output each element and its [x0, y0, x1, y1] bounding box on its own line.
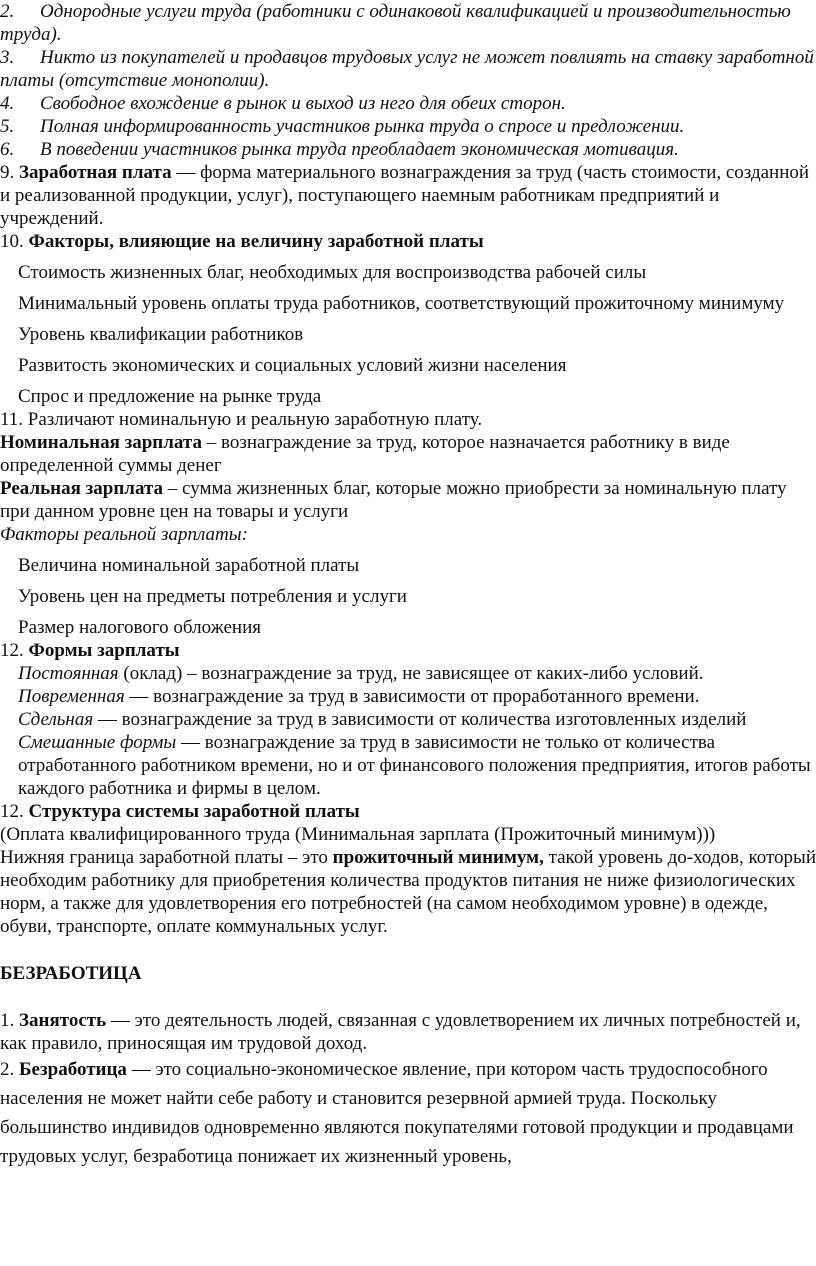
list-item: Уровень цен на предметы потребления и услуги [18, 586, 407, 607]
forms-heading: 12. Формы зарплаты [0, 640, 180, 661]
list-item: Минимальный уровень оплаты труда работников, соответствующий прожиточному минимуму [18, 293, 785, 314]
list-item: Развитость экономических и социальных условий жизни населения [18, 355, 567, 376]
nominal-wage: Номинальная зарплата – вознаграждение за труд, которое назначается работнику в виде определенной суммы денег [0, 432, 730, 476]
list-item: 5. Полная информированность участников рынка труда о спросе и предложении. [0, 116, 685, 137]
term: Заработная плата [19, 162, 172, 183]
factors-heading: 10. Факторы, влияющие на величину заработной платы [0, 231, 484, 252]
structure-heading: 12. Структура системы заработной платы [0, 801, 360, 822]
list-item: Уровень квалификации работников [18, 324, 304, 345]
list-item: 2. Однородные услуги труда (работники с одинаковой квалификацией и производительностью труда). [0, 1, 791, 45]
list-item: Величина номинальной заработной платы [18, 555, 360, 576]
wage-definition: 9. Заработная плата — форма материального вознаграждения за труд (часть стоимости, созданной и реализованной продукции, услуг), поступающего наемным работникам предприятий и учреждений. [0, 162, 810, 229]
list-item: Стоимость жизненных благ, необходимых для воспроизводства рабочей силы [18, 262, 647, 283]
list-item: Сдельная — вознаграждение за труд в зависимости от количества изготовленных изделий [18, 709, 747, 730]
list-item: Размер налогового обложения [18, 617, 262, 638]
structure-line: (Оплата квалифицированного труда (Минимальная зарплата (Прожиточный минимум))) [0, 824, 716, 845]
real-factors-title: Факторы реальной зарплаты: [0, 524, 248, 545]
section-title: БЕЗРАБОТИЦА [0, 963, 142, 984]
lower-bound: Нижняя граница заработной платы – это прожиточный минимум, такой уровень до-ходов, который необходим работнику для приобретения количества продуктов питания не ниже физиологических норм, а также для удовлетворения его потребностей (на самом необходимом уровне) в одежде, обуви, транспорте, оплате коммунальных услуг. [0, 847, 816, 937]
list-item: Смешанные формы — вознаграждение за труд в зависимости не только от количества отработанного работником времени, но и от финансового положения предприятия, итогов работы каждого работника и фирмы в целом. [18, 732, 811, 799]
factors-list [0, 261, 816, 408]
list-top [0, 0, 816, 161]
real-wage: Реальная зарплата – сумма жизненных благ, которые можно приобрести за номинальную плату при данном уровне цен на товары и услуги [0, 478, 787, 522]
paragraph-11: 11. Различают номинальную и реальную заработную плату. [0, 409, 483, 430]
list-item: 6. В поведении участников рынка труда преобладает экономическая мотивация. [0, 139, 679, 160]
unemployment-definition: 2. Безработица — это социально-экономическое явление, при котором часть трудоспособного населения не может найти себе работу и становится резервной армией труда. Поскольку большинство индивидов одновременно являются покупателями готовой продукции и продавцами трудовых услуг, безработица понижает их жизненный уровень, [0, 1059, 794, 1167]
list-item: 3. Никто из покупателей и продавцов трудовых услуг не может повлиять на ставку заработной платы (отсутствие монополии). [0, 47, 814, 91]
forms-list [0, 662, 816, 800]
employment-definition: 1. Занятость — это деятельность людей, связанная с удовлетворением их личных потребностей и, как правило, приносящая им трудовой доход. [0, 1010, 801, 1054]
real-factors-list [0, 554, 816, 639]
list-item: Спрос и предложение на рынке труда [18, 386, 322, 407]
list-item: Постоянная (оклад) – вознаграждение за труд, не зависящее от каких-либо условий. [18, 663, 704, 684]
list-item: Повременная — вознаграждение за труд в зависимости от проработанного времени. [18, 686, 700, 707]
list-item: 4. Свободное вхождение в рынок и выход из него для обеих сторон. [0, 93, 566, 114]
